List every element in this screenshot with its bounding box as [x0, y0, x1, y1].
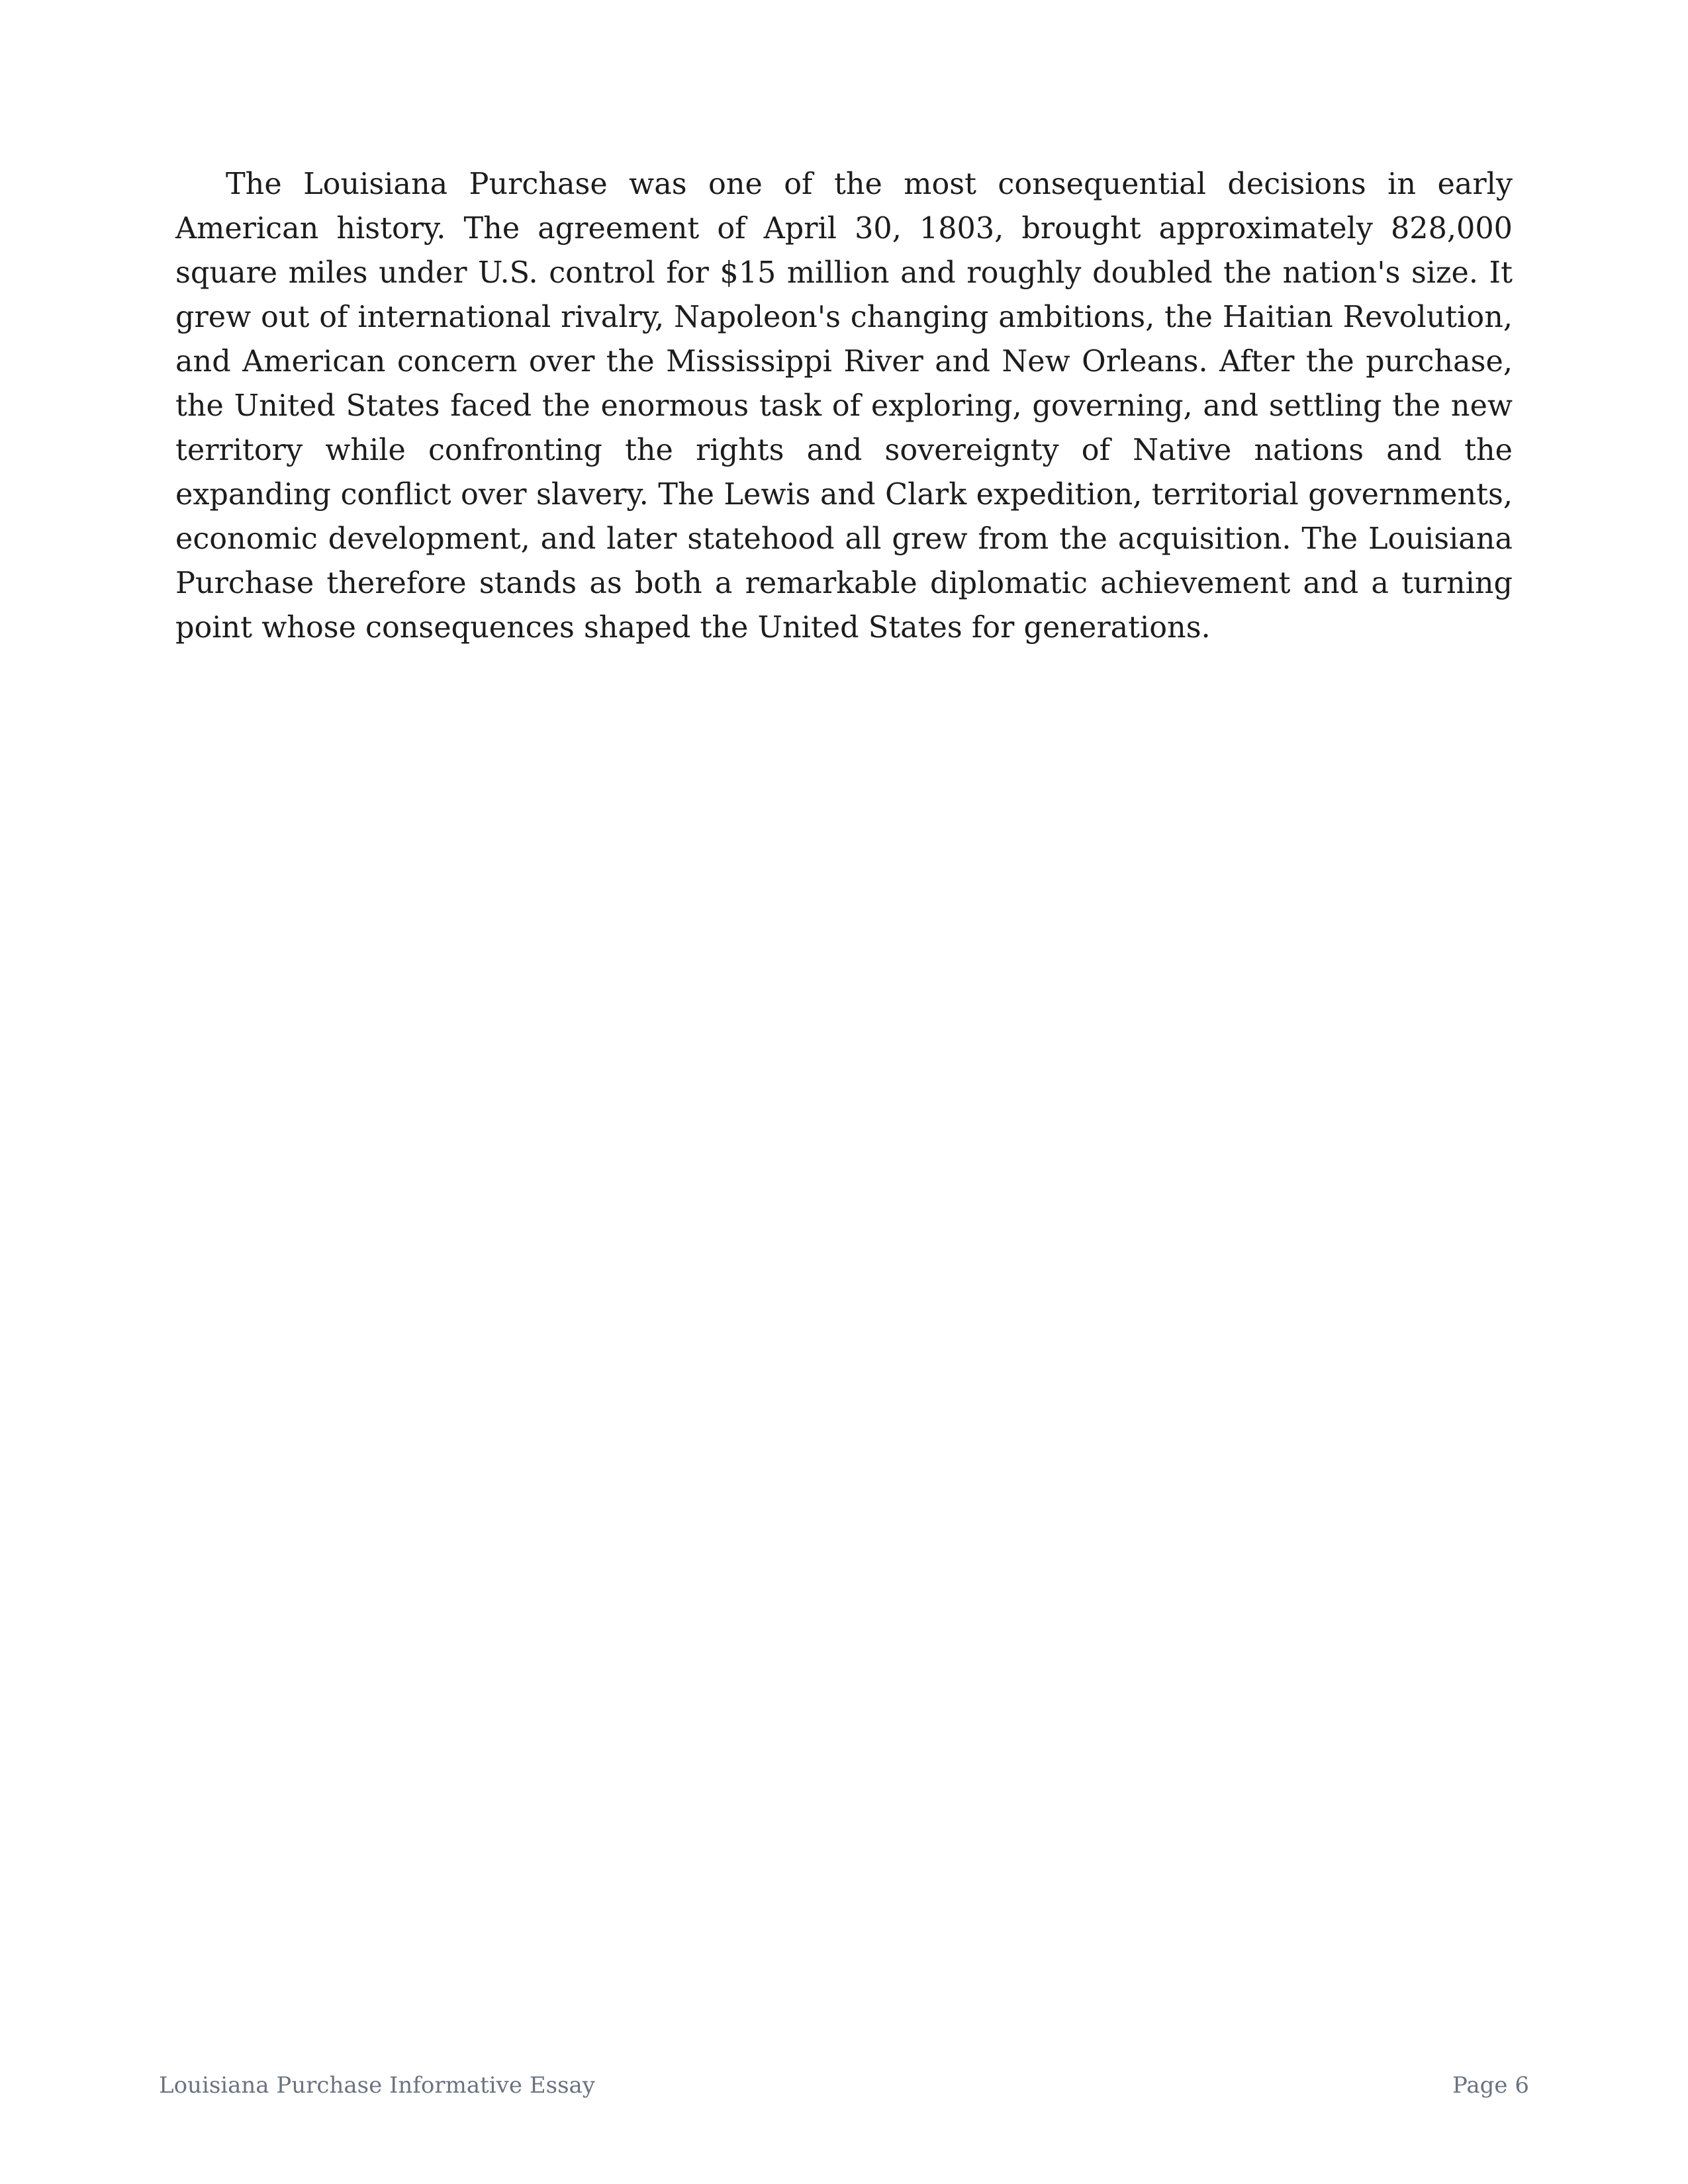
footer-document-title: Louisiana Purchase Informative Essay	[159, 2072, 596, 2099]
body-paragraph: The Louisiana Purchase was one of the most consequential decisions in early American history. The agreement of April 30, 1803, brought approximately 828,000 square miles under U.S. control for $15 million and roughly doubled the nation's size. It grew out of international rivalry, Napoleon's changing ambitions, the Haitian Revolution, and American concern over the Mississippi River and New Orleans. After the purchase, the United States faced the enormous task of exploring, governing, and settling the new territory while confronting the rights and sovereignty of Native nations and the expanding conflict over slavery. The Lewis and Clark expedition, territorial governments, economic development, and later statehood all grew from the acquisition. The Louisiana Purchase therefore stands as both a remarkable diplomatic achievement and a turning point whose consequences shaped the United States for generations.	[175, 167, 1513, 645]
footer-page-number: Page 6	[1452, 2072, 1529, 2099]
